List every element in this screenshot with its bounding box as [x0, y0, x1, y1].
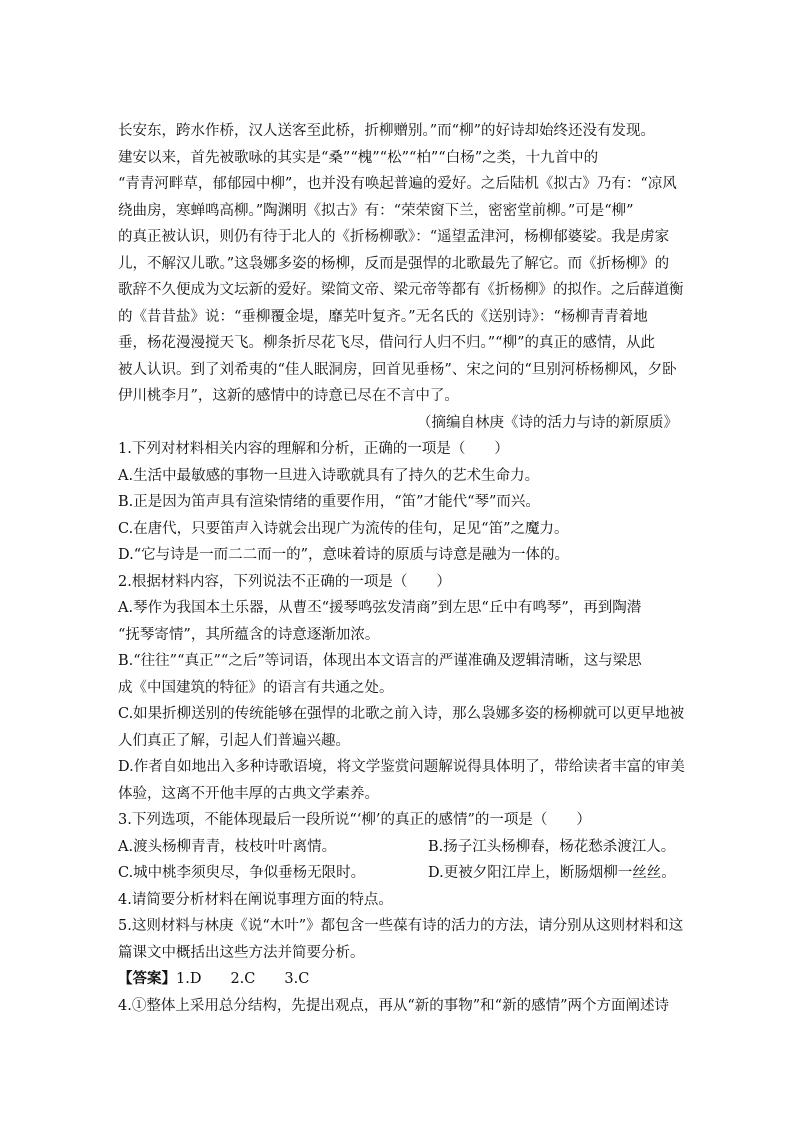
option-d-cont: 体验，这离不开他丰厚的古典文学素养。	[118, 785, 379, 802]
answer-label: 【答案】	[118, 970, 176, 987]
option-a: A.渡头杨柳青青，枝枝叶叶离情。	[118, 838, 337, 855]
question-stem-cont: 篇课文中概括出这些方法并简要分析。	[118, 944, 365, 961]
option-c: C.城中桃李须臾尽，争似垂杨无限时。	[118, 865, 366, 881]
option-b: B.正是因为笛声具有渲染情绪的重要作用，“笛”才能代“琴”而兴。	[118, 494, 540, 510]
passage-line: 伊川桃李月”，这新的感情中的诗意已尽在不言中了。	[118, 388, 459, 404]
question-4	[118, 887, 678, 914]
passage-line: 被人认识。到了刘希夷的“佳人眠洞房，回首见垂杨”、宋之问的“旦别河桥杨柳风，夕卧	[118, 361, 677, 378]
answer-line: 4.①整体上采用总分结构，先提出观点，再从“新的事物”和“新的感情”两个方面阐述诗	[118, 997, 669, 1014]
passage-line: “青青河畔草，郁郁园中柳”，也并没有唤起普遍的爱好。之后陆机《拟古》乃有：“凉风	[118, 176, 677, 192]
question-stem: 5.这则材料与林庚《说“木叶”》都包含一些葆有诗的活力的方法，请分别从这则材料和这	[118, 918, 684, 934]
question-stem: 3.下列选项，不能体现最后一段所说“‘柳’的真正的感情”的一项是（ ）	[118, 812, 591, 828]
passage-line: 的《昔昔盐》说：“垂柳覆金堤，靡芜叶复齐。”无名氏的《送别诗》：“杨柳青青着地	[118, 308, 648, 325]
passage-line: 绕曲房，寒蝉鸣高柳。”陶渊明《拟古》有：“荣荣窗下兰，密密堂前柳。”可是“柳”	[118, 202, 634, 219]
question-3	[118, 807, 678, 887]
option-row-cd	[118, 860, 678, 887]
option-a-cont: “抚琴寄情”，其所蕴含的诗意逐渐加浓。	[118, 626, 380, 643]
option-c-cont: 人们真正了解，引起人们普遍兴趣。	[118, 732, 350, 749]
passage-line: 长安东，跨水作桥，汉人送客至此桥，折柳赠别。”而“柳”的好诗却始终还没有发现。	[118, 123, 655, 139]
option-d: D.更被夕阳江岸上，断肠烟柳一丝丝。	[428, 865, 676, 881]
passage-line: 垂，杨花漫漫搅天飞。柳条折尽花飞尽，借问行人归不归。”“柳”的真正的感情，从此	[118, 335, 655, 351]
question-stem: 4.请简要分析材料在阐说事理方面的特点。	[118, 891, 393, 908]
question-2	[118, 569, 685, 808]
passage-line: 的真正被认识，则仍有待于北人的《折杨柳歌》：“遥望孟津河，杨柳郁婆娑。我是虏家	[118, 229, 670, 245]
passage	[118, 118, 684, 436]
question-stem: 1.下列对材料相关内容的理解和分析，正确的一项是（ ）	[118, 441, 509, 457]
passage-line: 儿，不解汉儿歌。”这袅娜多姿的杨柳，反而是强悍的北歌最先了解它。而《折杨柳》的	[118, 255, 670, 272]
passage-source: （摘编自林庚《诗的活力与诗的新原质》	[417, 414, 678, 431]
question-stem: 2.根据材料内容，下列说法不正确的一项是（ ）	[118, 573, 451, 590]
option-c: C.在唐代，只要笛声入诗就会出现广为流传的佳句，足见“笛”之魔力。	[118, 520, 569, 537]
option-c: C.如果折柳送别的传统能够在强悍的北歌之前入诗，那么袅娜多姿的杨柳就可以更早地被	[118, 706, 685, 722]
option-b: B.扬子江头杨柳春，杨花愁杀渡江人。	[428, 838, 676, 855]
option-d: D.作者自如地出入多种诗歌语境，将文学鉴赏问题解说得具体明了，带给读者丰富的审美	[118, 759, 685, 775]
option-b-cont: 成《中国建筑的特征》的语言有共通之处。	[118, 679, 394, 696]
question-5	[118, 913, 684, 966]
option-a: A.琴作为我国本土乐器，从曹丕“援琴鸣弦发清商”到左思“丘中有鸣琴”，再到陶潜	[118, 600, 642, 616]
answer-choices: 1.D 2.C 3.C	[176, 971, 310, 987]
passage-line: 歌辞不久便成为文坛新的爱好。梁简文帝、梁元帝等都有《折杨柳》的拟作。之后薛道衡	[118, 282, 684, 298]
document-page	[118, 118, 685, 1019]
answer-section	[118, 966, 678, 1019]
option-row-ab	[118, 834, 678, 861]
passage-line: 建安以来，首先被歌咏的其实是“桑”“槐”“松”“柏”“白杨”之类，十九首中的	[118, 149, 599, 166]
question-1	[118, 436, 678, 569]
option-a: A.生活中最敏感的事物一旦进入诗歌就具有了持久的艺术生命力。	[118, 467, 540, 484]
option-b: B.“往往”“真正”“之后”等词语，体现出本文语言的严谨准确及逻辑清晰，这与梁思	[118, 653, 642, 669]
answer-line	[118, 966, 678, 993]
option-d: D.“它与诗是一而二二而一的”，意味着诗的原质与诗意是融为一体的。	[118, 547, 570, 563]
